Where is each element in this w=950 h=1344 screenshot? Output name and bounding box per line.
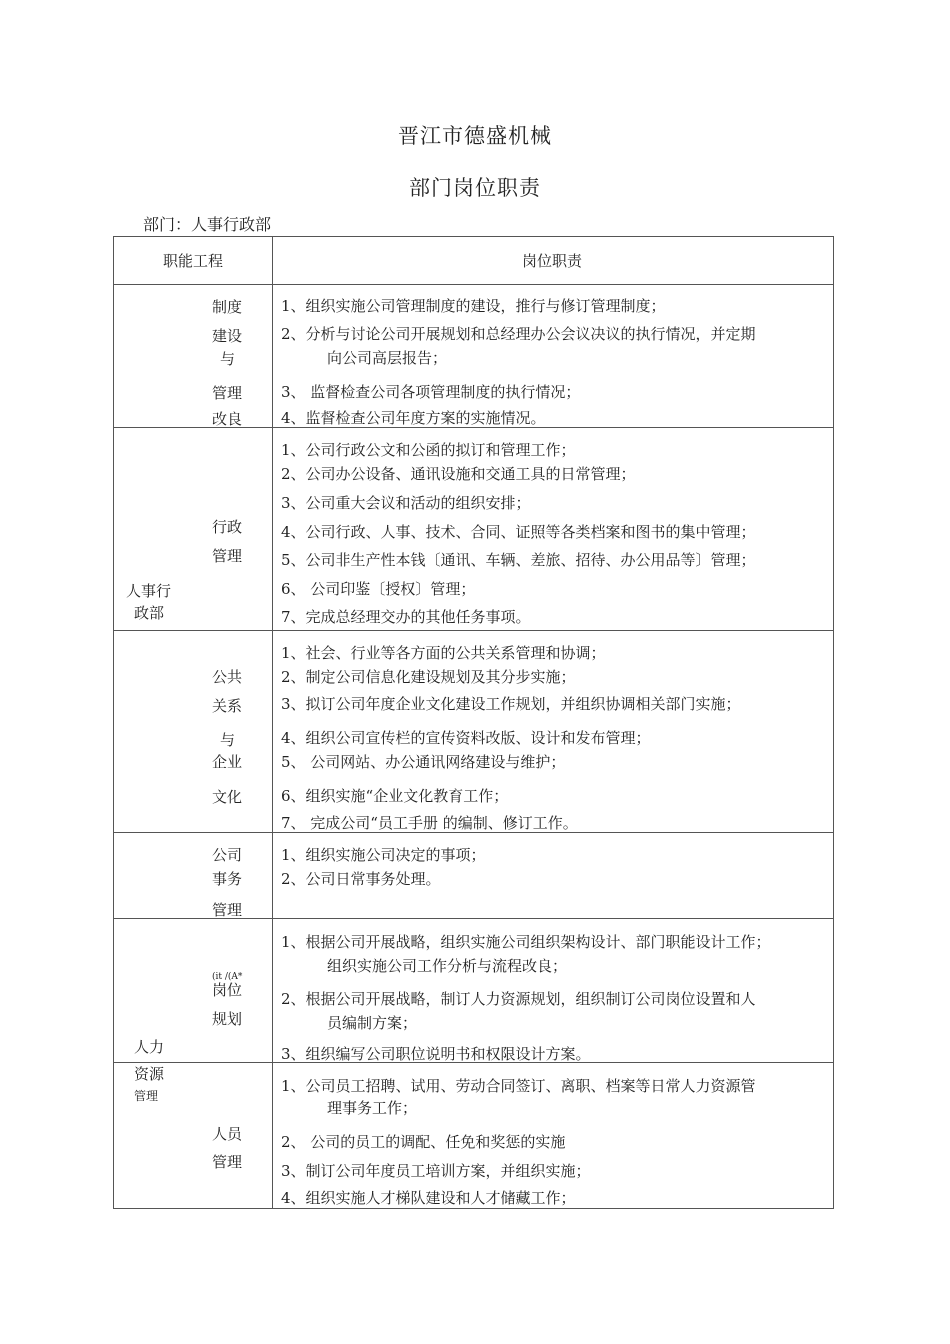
duty-item: 2、公司办公设备、通讯设施和交通工具的日常管理；	[281, 465, 636, 483]
duty-item: 4、监督检查公司年度方案的实施情况。	[281, 409, 546, 427]
table-border-left	[113, 236, 114, 1209]
duty-item: 2、公司日常事务处理。	[281, 870, 441, 888]
duty-item: 1、组织实施公司管理制度的建设，推行与修订管理制度；	[281, 297, 666, 315]
function-label: 管理	[212, 547, 243, 565]
function-label: 人员	[212, 1125, 243, 1143]
row-divider	[113, 832, 834, 833]
function-label: 管理	[212, 1153, 243, 1171]
page-title: 晋江市德盛机械	[398, 124, 552, 148]
function-label: 与	[220, 731, 236, 749]
function-label: 规划	[212, 1010, 243, 1028]
duty-item: 3、组织编写公司职位说明书和权限设计方案。	[281, 1045, 591, 1063]
duty-item: 2、根据公司开展战略，制订人力资源规划，组织制订公司岗位设置和人	[281, 990, 756, 1008]
group-label: 政部	[134, 604, 165, 622]
function-label: 关系	[212, 697, 243, 715]
duty-item: 员编制方案；	[327, 1014, 418, 1032]
department-label: 部门：人事行政部	[143, 215, 272, 234]
group-label: 管理	[134, 1089, 159, 1103]
duty-item: 4、公司行政、人事、技术、合同、证照等各类档案和图书的集中管理；	[281, 523, 756, 541]
duty-item: 1、社会、行业等各方面的公共关系管理和协调；	[281, 644, 606, 662]
duty-item: 3、制订公司年度员工培训方案，并组织实施；	[281, 1162, 591, 1180]
function-label: 与	[220, 350, 236, 368]
row-divider	[113, 630, 834, 631]
table-column-divider	[272, 236, 273, 1209]
function-label: 公司	[212, 846, 243, 864]
duty-item: 4、组织实施人才梯队建设和人才储藏工作；	[281, 1189, 576, 1207]
header-duties: 岗位职责	[522, 252, 583, 270]
function-label: 企业	[212, 753, 243, 771]
duty-item: 3、公司重大会议和活动的组织安排；	[281, 494, 531, 512]
duty-item: 4、组织公司宣传栏的宣传资料改版、设计和发布管理；	[281, 729, 651, 747]
duty-item: 1、根据公司开展战略，组织实施公司组织架构设计、部门职能设计工作；	[281, 933, 771, 951]
duty-item: 向公司高层报告；	[327, 349, 448, 367]
duty-item: 1、组织实施公司决定的事项；	[281, 846, 486, 864]
function-label: 制度	[212, 298, 243, 316]
function-label: 改良	[212, 410, 243, 428]
duty-item: 2、分析与讨论公司开展规划和总经理办公会议决议的执行情况，并定期	[281, 325, 756, 343]
duty-item: 2、制定公司信息化建设规划及其分步实施；	[281, 668, 576, 686]
table-border-bottom	[113, 1208, 834, 1209]
function-label: 管理	[212, 901, 243, 919]
function-label: 管理	[212, 384, 243, 402]
duty-item: 6、组织实施“企业文化教育工作；	[281, 787, 509, 805]
group-label: 资源	[134, 1065, 165, 1083]
table-border-right	[833, 236, 834, 1209]
duty-item: 7、完成总经理交办的其他任务事项。	[281, 608, 531, 626]
table-border-top	[113, 236, 834, 237]
duty-item: 2、 公司的员工的调配、任免和奖惩的实施	[281, 1133, 566, 1151]
function-label: (it /(A*	[212, 972, 243, 982]
duty-item: 理事务工作；	[327, 1099, 418, 1117]
header-divider	[113, 284, 834, 285]
page-subtitle: 部门岗位职责	[409, 176, 541, 200]
group-label: 人力	[134, 1038, 165, 1056]
duty-item: 5、公司非生产性本钱〔通讯、车辆、差旅、招待、办公用品等〕管理；	[281, 551, 756, 569]
duty-item: 3、拟订公司年度企业文化建设工作规划，并组织协调相关部门实施；	[281, 695, 741, 713]
group-label: 人事行	[126, 582, 172, 600]
duty-item: 7、 完成公司“员工手册 的编制、修订工作。	[281, 814, 578, 832]
function-label: 建设	[212, 327, 243, 345]
duty-item: 6、 公司印鉴〔授权〕管理；	[281, 580, 476, 598]
function-label: 岗位	[212, 981, 243, 999]
duty-item: 1、公司行政公文和公函的拟订和管理工作；	[281, 441, 576, 459]
duty-item: 3、 监督检查公司各项管理制度的执行情况；	[281, 383, 581, 401]
function-label: 行政	[212, 518, 243, 536]
function-label: 事务	[212, 870, 243, 888]
function-label: 公共	[212, 668, 243, 686]
header-function: 职能工程	[163, 252, 224, 270]
duty-item: 1、公司员工招聘、试用、劳动合同签订、离职、档案等日常人力资源管	[281, 1077, 756, 1095]
duty-item: 5、 公司网站、办公通讯网络建设与维护；	[281, 753, 566, 771]
duty-item: 组织实施公司工作分析与流程改良；	[327, 957, 568, 975]
function-label: 文化	[212, 788, 243, 806]
